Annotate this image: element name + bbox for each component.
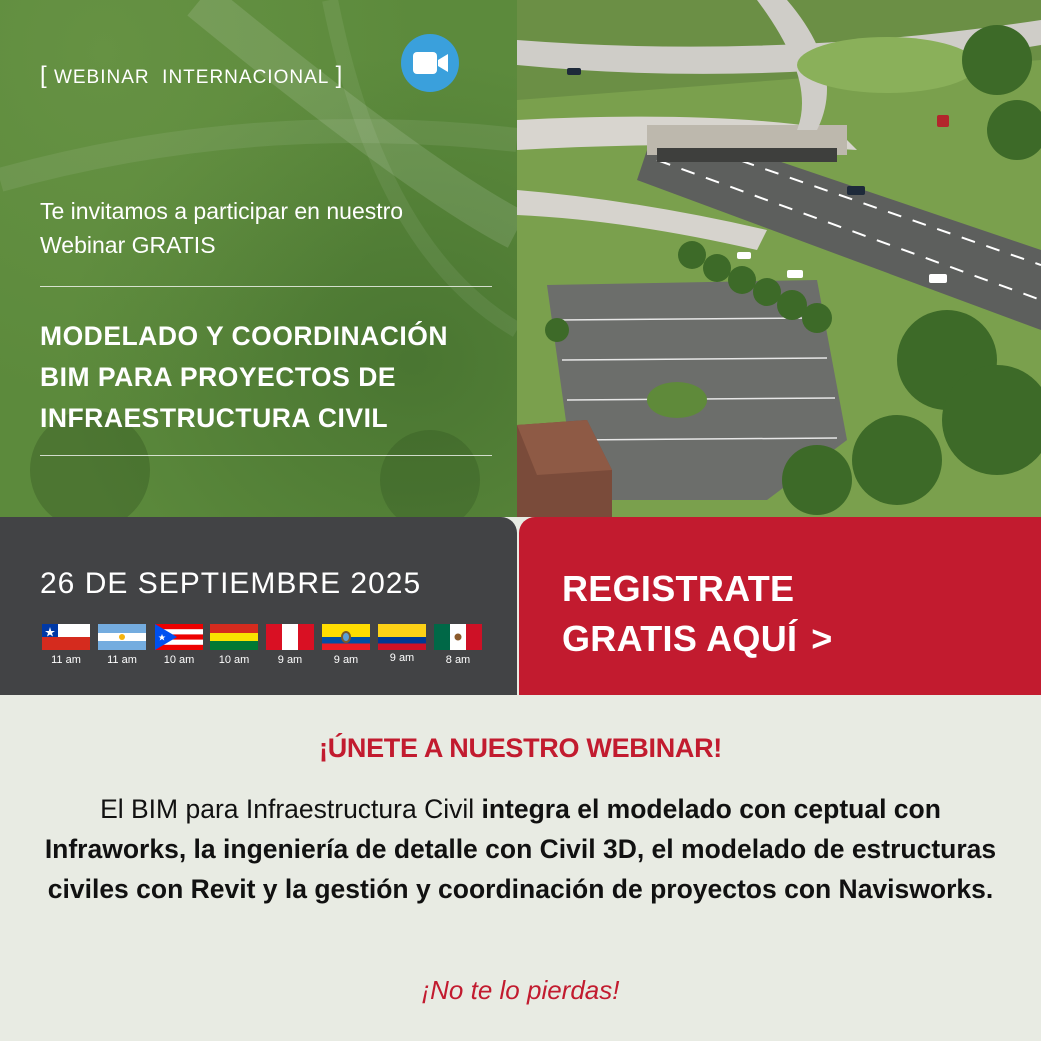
flag-colombia xyxy=(378,624,426,664)
register-line-1: REGISTRATE xyxy=(562,568,795,609)
description-intro: El BIM para Infraestructura Civil xyxy=(100,794,482,824)
mexico-flag-icon xyxy=(434,624,482,650)
invitation-text xyxy=(40,194,500,262)
register-line-2 xyxy=(562,618,833,660)
info-panel xyxy=(0,0,517,517)
join-title: ¡ÚNETE A NUESTRO WEBINAR! xyxy=(319,733,722,763)
register-line-2-text: GRATIS AQUÍ xyxy=(562,618,798,659)
video-camera-icon xyxy=(401,34,459,92)
argentina-flag-icon xyxy=(98,624,146,650)
description-highlight: integra el modelado con ceptual con Infraworks, la ingeniería de detalle con Civil 3D, el modelado de estructuras civiles con Revit y la gestión y coordinación de proyectos con Navisworks. xyxy=(44,794,997,904)
ecuador-flag-icon xyxy=(322,624,370,650)
webinar-tag: [ WEBINAR INTERNACIONAL ] xyxy=(40,62,344,89)
closing-cta: ¡No te lo pierdas! xyxy=(421,975,620,1005)
time-ecuador: 9 am xyxy=(333,654,359,666)
chevron-right-icon: > xyxy=(811,618,833,659)
register-button[interactable] xyxy=(519,517,1041,695)
webinar-description xyxy=(40,789,1001,909)
time-chile: 11 am xyxy=(51,654,81,666)
colombia-flag-icon xyxy=(378,624,426,650)
event-date: 26 DE SEPTIEMBRE 2025 xyxy=(40,567,422,600)
invitation-line-1: Te invitamos a participar en nuestro xyxy=(40,198,404,224)
invitation-line-2: Webinar GRATIS xyxy=(40,232,216,258)
chile-flag-icon xyxy=(42,624,90,650)
hero xyxy=(0,0,1041,517)
flag-bolivia xyxy=(210,624,258,666)
flag-chile xyxy=(42,624,90,666)
time-colombia: 9 am xyxy=(389,652,415,664)
flag-mexico xyxy=(434,624,482,666)
flag-puerto-rico xyxy=(155,624,203,666)
flag-peru xyxy=(266,624,314,666)
webinar-title-line-3: INFRAESTRUCTURA CIVIL xyxy=(40,403,389,433)
bolivia-flag-icon xyxy=(210,624,258,650)
divider-top xyxy=(40,286,492,287)
webinar-title xyxy=(40,316,510,439)
highway-aerial-photo xyxy=(517,0,1041,517)
webinar-title-line-2: BIM PARA PROYECTOS DE xyxy=(40,362,397,392)
peru-flag-icon xyxy=(266,624,314,650)
time-puerto-rico: 10 am xyxy=(163,654,195,666)
time-peru: 9 am xyxy=(277,654,303,666)
divider-bottom xyxy=(40,455,492,456)
date-panel xyxy=(0,517,517,695)
details-section xyxy=(0,695,1041,1041)
time-argentina: 11 am xyxy=(107,654,137,666)
time-mexico: 8 am xyxy=(445,654,471,666)
webinar-title-line-1: MODELADO Y COORDINACIÓN xyxy=(40,321,449,351)
webinar-tag-label: WEBINAR INTERNACIONAL xyxy=(53,67,330,88)
flag-ecuador xyxy=(322,624,370,666)
puerto-rico-flag-icon xyxy=(155,624,203,650)
time-bolivia: 10 am xyxy=(218,654,250,666)
flag-argentina xyxy=(98,624,146,666)
